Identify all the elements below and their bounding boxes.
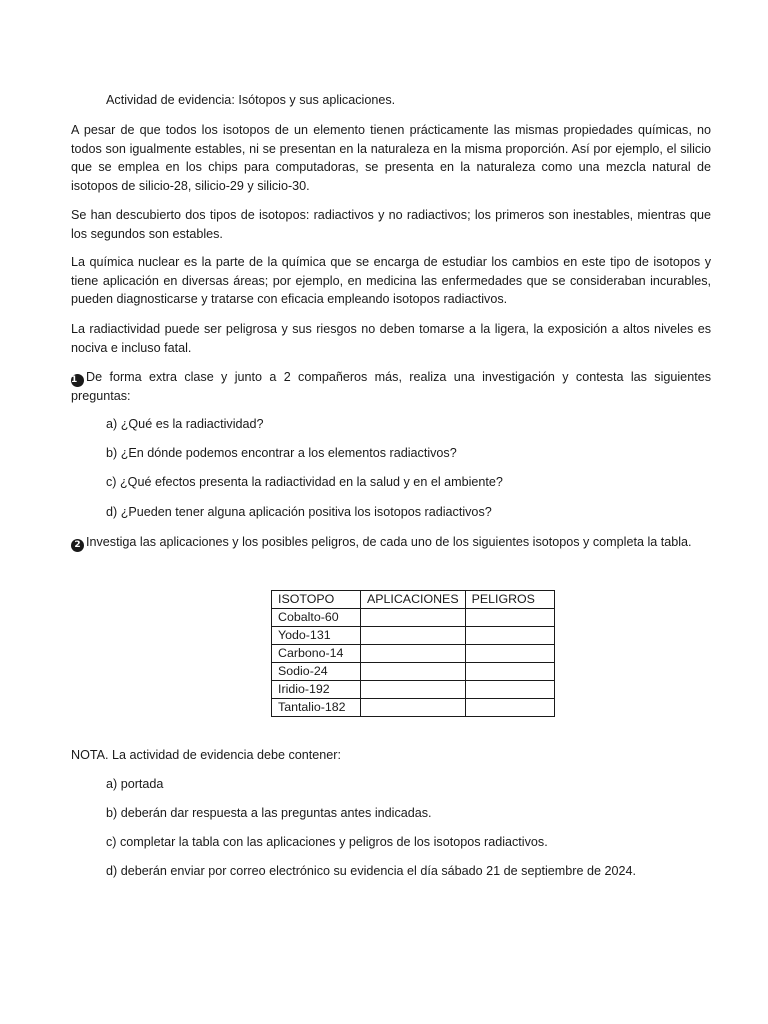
aplicaciones-cell bbox=[361, 645, 466, 663]
document-title: Actividad de evidencia: Isótopos y sus aplicaciones. bbox=[106, 93, 396, 107]
question-d: d) ¿Pueden tener alguna aplicación positiva los isotopos radiactivos? bbox=[106, 505, 492, 519]
number-1-bullet-icon: 1 bbox=[71, 374, 84, 387]
paragraph-nuclear-chemistry: La química nuclear es la parte de la química que se encarga de estudiar los cambios en este tipo de isotopos y tiene aplicación en diversas áreas; por ejemplo, en medicina las enfermedades que se consideraban incurables, pueden diagnosticarse y tratarse con eficacia empleando isotopos radiactivos. bbox=[71, 255, 711, 307]
peligros-cell bbox=[465, 699, 554, 717]
task-1-text: De forma extra clase y junto a 2 compañeros más, realiza una investigación y contesta las siguientes preguntas: bbox=[71, 370, 711, 403]
header-aplicaciones: APLICACIONES bbox=[361, 591, 466, 609]
header-peligros: PELIGROS bbox=[465, 591, 554, 609]
header-isotopo: ISOTOPO bbox=[272, 591, 361, 609]
aplicaciones-cell bbox=[361, 609, 466, 627]
note-intro: NOTA. La actividad de evidencia debe contener: bbox=[71, 748, 341, 762]
table-row bbox=[272, 663, 555, 681]
isotope-cell: Iridio-192 bbox=[272, 681, 361, 699]
isotopes-table bbox=[271, 590, 555, 717]
table-header-row bbox=[272, 591, 555, 609]
isotope-cell: Sodio-24 bbox=[272, 663, 361, 681]
table-row bbox=[272, 681, 555, 699]
number-2-bullet-icon: 2 bbox=[71, 539, 84, 552]
paragraph-radioactivity-risk: La radiactividad puede ser peligrosa y sus riesgos no deben tomarse a la ligera, la exposición a altos niveles es nociva e incluso fatal. bbox=[71, 322, 711, 355]
task-1 bbox=[71, 368, 711, 406]
question-a: a) ¿Qué es la radiactividad? bbox=[106, 417, 264, 431]
question-b: b) ¿En dónde podemos encontrar a los elementos radiactivos? bbox=[106, 446, 457, 460]
peligros-cell bbox=[465, 645, 554, 663]
aplicaciones-cell bbox=[361, 663, 466, 681]
isotope-cell: Cobalto-60 bbox=[272, 609, 361, 627]
paragraph-isotopes-intro: A pesar de que todos los isotopos de un elemento tienen prácticamente las mismas propiedades químicas, no todos son igualmente estables, ni se presentan en la naturaleza en la misma proporción. Así por ejemplo, el silicio que se emplea en los chips para computadoras, se presenta en la naturaleza como una mezcla natural de isotopos de silicio-28, silicio-29 y silicio-30. bbox=[71, 123, 711, 193]
aplicaciones-cell bbox=[361, 681, 466, 699]
peligros-cell bbox=[465, 627, 554, 645]
note-item-c: c) completar la tabla con las aplicaciones y peligros de los isotopos radiactivos. bbox=[106, 835, 548, 849]
note-item-b: b) deberán dar respuesta a las preguntas antes indicadas. bbox=[106, 806, 432, 820]
isotope-cell: Yodo-131 bbox=[272, 627, 361, 645]
table-row bbox=[272, 645, 555, 663]
task-2-text: Investiga las aplicaciones y los posibles peligros, de cada uno de los siguientes isotopos y completa la tabla. bbox=[86, 535, 692, 549]
peligros-cell bbox=[465, 663, 554, 681]
table-row bbox=[272, 627, 555, 645]
paragraph-isotope-types: Se han descubierto dos tipos de isotopos: radiactivos y no radiactivos; los primeros son inestables, mientras que los segundos son estables. bbox=[71, 208, 711, 241]
peligros-cell bbox=[465, 681, 554, 699]
aplicaciones-cell bbox=[361, 627, 466, 645]
peligros-cell bbox=[465, 609, 554, 627]
aplicaciones-cell bbox=[361, 699, 466, 717]
note-item-d: d) deberán enviar por correo electrónico su evidencia el día sábado 21 de septiembre de 2024. bbox=[106, 864, 636, 878]
table-row bbox=[272, 699, 555, 717]
note-item-a: a) portada bbox=[106, 777, 164, 791]
task-2 bbox=[71, 533, 731, 552]
isotope-cell: Carbono-14 bbox=[272, 645, 361, 663]
isotope-cell: Tantalio-182 bbox=[272, 699, 361, 717]
question-c: c) ¿Qué efectos presenta la radiactividad en la salud y en el ambiente? bbox=[106, 475, 503, 489]
table-row bbox=[272, 609, 555, 627]
